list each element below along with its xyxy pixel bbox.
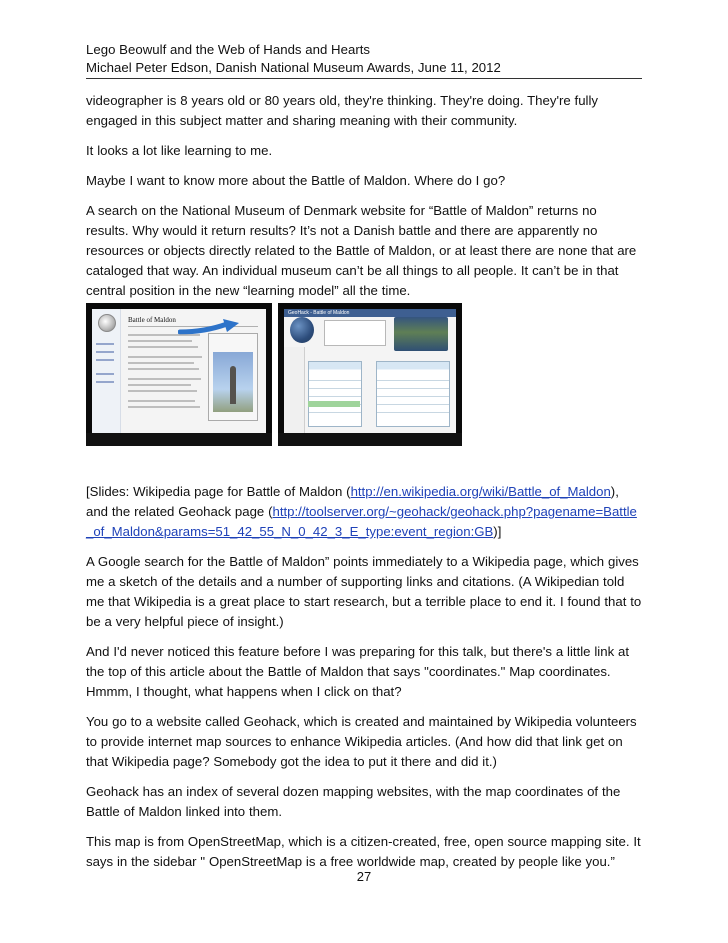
article-text-line: [128, 384, 191, 386]
article-text-line: [128, 356, 202, 358]
table-row: [377, 388, 449, 389]
geohack-sidebar: [284, 347, 305, 433]
great-britain-table: [376, 361, 450, 427]
statue-image: [213, 352, 253, 412]
global-services-table: [308, 361, 362, 427]
article-text-line: [128, 346, 198, 348]
caption-suffix: )]: [493, 524, 502, 539]
sidebar-link-line: [96, 351, 114, 353]
geohack-slide: [278, 303, 462, 446]
wikipedia-infobox: [208, 333, 258, 421]
geohack-screenshot: [284, 309, 456, 433]
slide-bottom-bar: [86, 433, 272, 446]
sidebar-link-line: [96, 373, 114, 375]
world-map-image: [394, 317, 448, 351]
document-header: [86, 41, 642, 77]
wikipedia-slide: [86, 303, 272, 446]
article-text-line: [128, 400, 195, 402]
paragraph-5: A Google search for the Battle of Maldon” points immediately to a Wikipedia page, which gives me a sketch of the details and a number of supporting links and citations. (A Wikipedian told me that Wikipedia is a great place to start research, but a terrible place to end it. I found that to be a very helpful piece of insight.): [86, 554, 642, 629]
paragraph-8: Geohack has an index of several dozen mapping websites, with the map coordinates of the Battle of Maldon linked into them.: [86, 784, 621, 819]
paragraph-6: And I'd never noticed this feature before I was preparing for this talk, but there's a little link at the top of this article about the Battle of Maldon that says "coordinates." Map coordinates. Hmmm, I thought, what happens when I click on that?: [86, 644, 630, 699]
globe-icon: [290, 317, 314, 343]
caption-prefix: [Slides: Wikipedia page for Battle of Maldon (: [86, 484, 351, 499]
slide-bottom-bar: [278, 433, 462, 446]
article-text-line: [128, 340, 192, 342]
table-row: [309, 380, 361, 381]
header-subtitle: Michael Peter Edson, Danish National Museum Awards, June 11, 2012: [86, 60, 501, 75]
paragraph-4: A search on the National Museum of Denmark website for “Battle of Maldon” returns no results. Why would it return results? It’s not a Danish battle and there are apparently no resources or objects directly related to the Battle of Maldon, or at least there are none that are cataloged that way. An individual museum can’t be all things to all people. It can’t be in that central position in the new “learning model” all the time.: [86, 203, 637, 298]
table-row: [377, 404, 449, 405]
sidebar-link-line: [96, 381, 114, 383]
paragraph-2: It looks a lot like learning to me.: [86, 143, 273, 158]
slides-caption: [86, 482, 642, 542]
article-text-line: [128, 406, 200, 408]
article-text-line: [128, 362, 194, 364]
paragraph-3: Maybe I want to know more about the Battle of Maldon. Where do I go?: [86, 173, 506, 188]
wikipedia-page-title: Battle of Maldon: [128, 316, 176, 324]
article-text-line: [128, 390, 197, 392]
slides-image-row: [86, 303, 462, 446]
wikipedia-globe-icon: [98, 314, 116, 332]
article-text-line: [128, 334, 200, 336]
body-text: [86, 91, 642, 882]
header-divider: [86, 78, 642, 79]
article-text-line: [128, 378, 201, 380]
coordinate-box: [324, 320, 386, 346]
header-title: Lego Beowulf and the Web of Hands and Hearts: [86, 42, 371, 57]
wikipedia-sidebar: [92, 309, 121, 433]
paragraph-7: You go to a website called Geohack, which is created and maintained by Wikipedia volunteers to provide internet map sources to enhance Wikipedia articles. (And how did that link get on that Wikipedia page? Somebody got the idea to put it there and did it.): [86, 714, 637, 769]
wikipedia-screenshot: [92, 309, 266, 433]
sidebar-link-line: [96, 359, 114, 361]
paragraph-1: videographer is 8 years old or 80 years old, they're thinking. They're doing. They're fully engaged in this subject matter and sharing meaning with their community.: [86, 93, 598, 128]
paragraph-9: This map is from OpenStreetMap, which is a citizen-created, free, open source mapping site. It says in the sidebar " OpenStreetMap is a free worldwide map, created by people like you.”: [86, 834, 641, 869]
table-row: [309, 396, 361, 397]
page-number: 27: [356, 869, 372, 884]
table-row: [377, 380, 449, 381]
table-row: [309, 388, 361, 389]
geohack-banner: GeoHack - Battle of Maldon: [284, 309, 456, 317]
table-row: [377, 412, 449, 413]
article-text-line: [128, 368, 199, 370]
table-row: [309, 412, 361, 413]
highlighted-map-row: [308, 401, 360, 407]
sidebar-link-line: [96, 343, 114, 345]
geohack-link[interactable]: http://toolserver.org/~geohack/geohack.php?pagename=Battle_of_Maldon&params=51_42_55_N_0_42_3_E_type:event_region:GB: [86, 504, 637, 539]
caption-middle: ), and the related Geohack page (: [86, 484, 619, 519]
table-row: [377, 396, 449, 397]
wikipedia-link[interactable]: http://en.wikipedia.org/wiki/Battle_of_Maldon: [350, 484, 611, 499]
